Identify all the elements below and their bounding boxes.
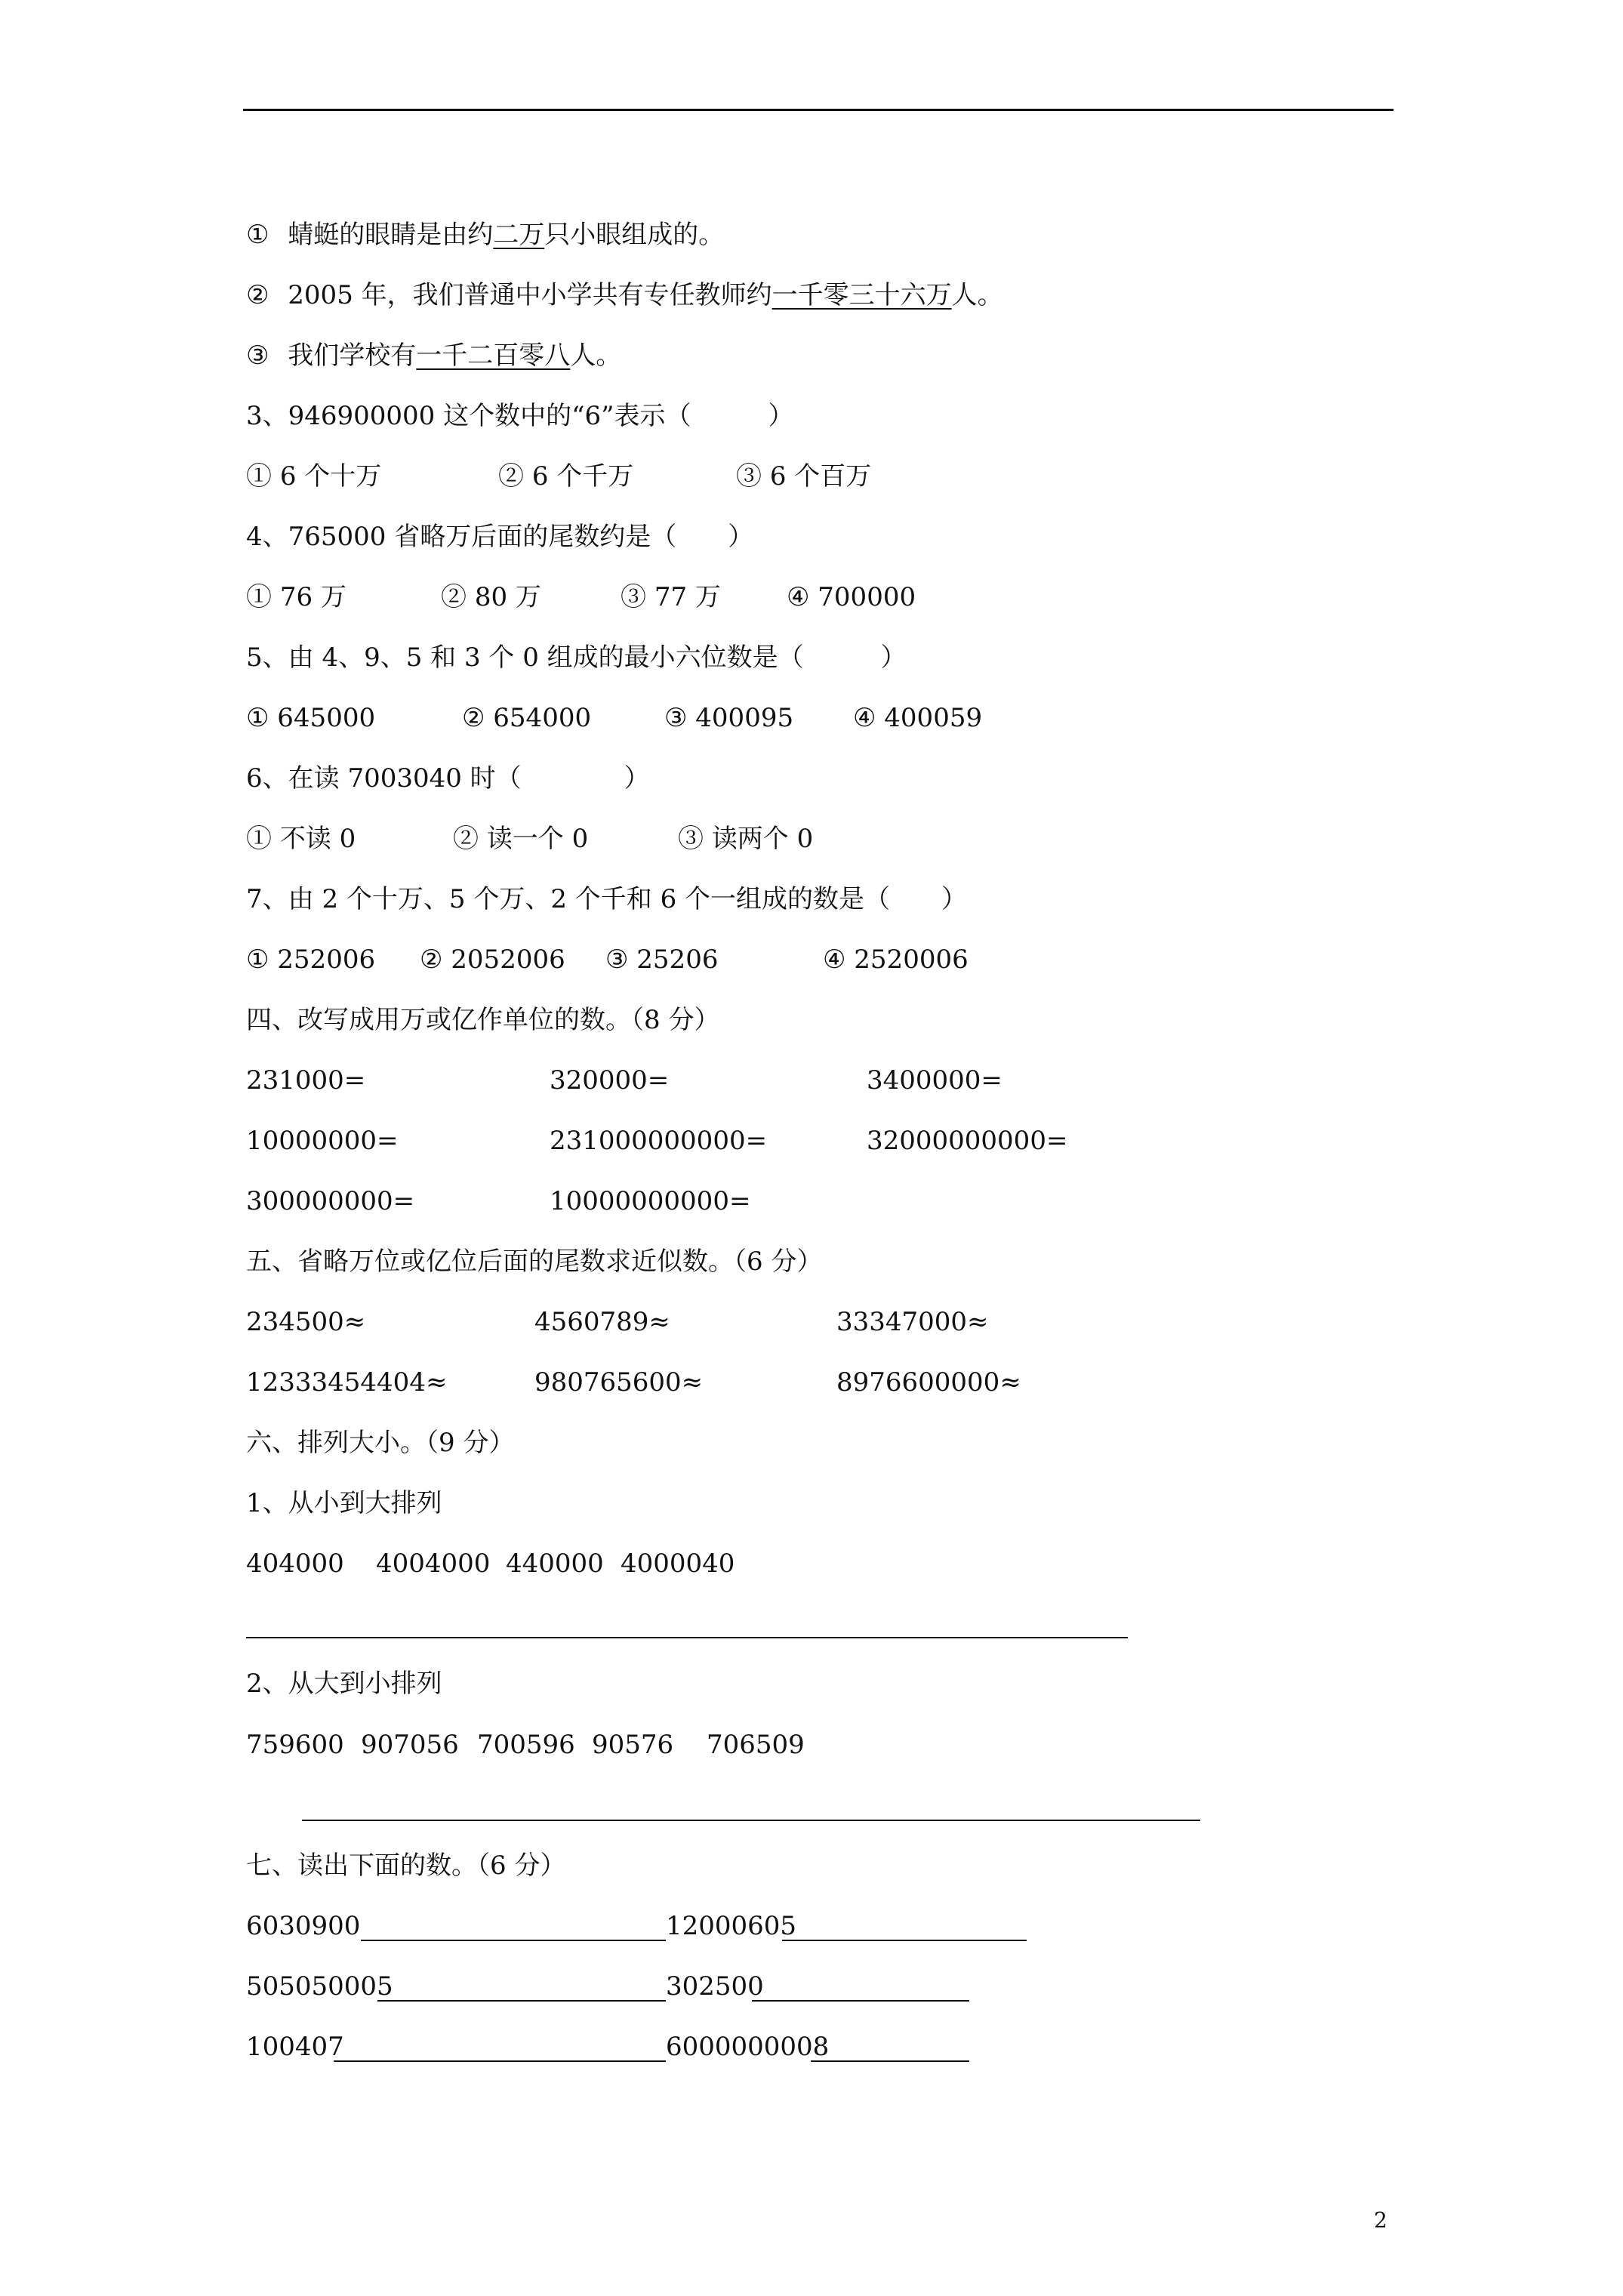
option-text: 6 个千万 xyxy=(531,461,634,492)
q5-option-1 xyxy=(246,703,375,733)
s5-cell: 980765600≈ xyxy=(534,1367,704,1398)
q3-option-2 xyxy=(498,461,633,492)
option-text: 读一个 0 xyxy=(486,824,589,854)
marker: ① xyxy=(246,945,269,975)
underlined-answer: 一千零三十六万 xyxy=(771,280,952,310)
s6-number: 4004000 xyxy=(376,1549,491,1579)
marker: ③ xyxy=(736,461,762,492)
marker: ① xyxy=(246,220,269,250)
answer-line[interactable] xyxy=(811,2060,969,2062)
answer-line[interactable] xyxy=(334,2060,666,2062)
option-text: 读两个 0 xyxy=(711,824,814,854)
item-text-pre: 蜻蜓的眼睛是由约 xyxy=(288,220,494,250)
option-text: 400059 xyxy=(884,703,983,733)
q3-option-1 xyxy=(246,461,381,492)
section-4-title: 四、改写成用万或亿作单位的数。（8 分） xyxy=(246,1005,720,1035)
item-text-pre: 2005 年，我们普通中小学共有专任教师约 xyxy=(288,280,772,310)
s6-number: 90576 xyxy=(592,1730,674,1760)
item-text-post: 只小眼组成的。 xyxy=(544,220,725,250)
q5-option-3 xyxy=(664,703,793,733)
option-text: 645000 xyxy=(277,703,376,733)
s5-cell: 12333454404≈ xyxy=(246,1367,448,1398)
q5-stem: 5、由 4、9、5 和 3 个 0 组成的最小六位数是（ ） xyxy=(246,643,907,673)
q7-option-4 xyxy=(823,945,969,975)
s4-cell: 32000000000= xyxy=(867,1126,1068,1156)
marker: ② xyxy=(453,824,479,854)
marker: ② xyxy=(498,461,524,492)
header-rule xyxy=(243,109,1394,111)
s6-number: 4000040 xyxy=(621,1549,735,1579)
marker: ④ xyxy=(823,945,846,975)
q3-stem: 3、946900000 这个数中的“6”表示（ ） xyxy=(246,401,794,431)
q6-option-2 xyxy=(453,824,588,854)
s5-cell: 33347000≈ xyxy=(836,1307,989,1337)
item-text-post: 人。 xyxy=(951,280,1003,310)
marker: ① xyxy=(246,703,269,733)
item-text-post: 人。 xyxy=(570,341,622,371)
answer-line[interactable] xyxy=(302,1820,1200,1821)
q7-stem: 7、由 2 个十万、5 个万、2 个千和 6 个一组成的数是（ ） xyxy=(246,884,968,914)
underlined-answer: 二万 xyxy=(493,220,545,250)
section-7-title: 七、读出下面的数。（6 分） xyxy=(246,1851,566,1881)
answer-line[interactable] xyxy=(752,2000,969,2002)
s4-cell: 300000000= xyxy=(246,1186,415,1216)
q6-stem: 6、在读 7003040 时（ ） xyxy=(246,763,650,794)
marker: ② xyxy=(246,280,269,310)
marker: ③ xyxy=(246,341,269,371)
q4-option-3 xyxy=(621,582,721,612)
marker: ③ xyxy=(621,582,646,612)
marker: ① xyxy=(246,824,272,854)
q2-item-3 xyxy=(246,341,621,371)
option-text: 80 万 xyxy=(474,582,541,612)
option-text: 25206 xyxy=(636,945,719,975)
s4-cell: 10000000000= xyxy=(550,1186,751,1216)
answer-line[interactable] xyxy=(377,2000,666,2002)
s7-number: 505050005 xyxy=(246,1971,393,2002)
answer-line[interactable] xyxy=(782,1940,1027,1941)
q7-option-3 xyxy=(605,945,718,975)
s4-cell: 231000= xyxy=(246,1065,366,1096)
q7-option-2 xyxy=(420,945,565,975)
q2-item-1 xyxy=(246,220,724,250)
option-text: 252006 xyxy=(277,945,376,975)
s6-number: 700596 xyxy=(477,1730,575,1760)
s4-cell: 3400000= xyxy=(867,1065,1002,1096)
s5-cell: 8976600000≈ xyxy=(836,1367,1021,1398)
marker: ④ xyxy=(853,703,876,733)
s6-subtitle-1: 1、从小到大排列 xyxy=(246,1488,442,1518)
q4-option-4 xyxy=(787,582,916,612)
answer-line[interactable] xyxy=(246,1637,1128,1638)
marker: ② xyxy=(441,582,467,612)
q2-item-2 xyxy=(246,280,1003,310)
item-text-pre: 我们学校有 xyxy=(288,341,417,371)
s6-subtitle-2: 2、从大到小排列 xyxy=(246,1669,442,1699)
option-text: 6 个十万 xyxy=(279,461,382,492)
s4-cell: 231000000000= xyxy=(550,1126,768,1156)
s5-cell: 4560789≈ xyxy=(534,1307,670,1337)
q6-option-1 xyxy=(246,824,356,854)
marker: ① xyxy=(246,461,272,492)
q7-option-1 xyxy=(246,945,375,975)
option-text: 2052006 xyxy=(451,945,565,975)
section-6-title: 六、排列大小。（9 分） xyxy=(246,1428,515,1458)
marker: ③ xyxy=(605,945,629,975)
section-5-title: 五、省略万位或亿位后面的尾数求近似数。（6 分） xyxy=(246,1247,823,1277)
q5-option-4 xyxy=(853,703,982,733)
s4-cell: 320000= xyxy=(550,1065,670,1096)
s6-number: 404000 xyxy=(246,1549,344,1579)
marker: ② xyxy=(462,703,485,733)
s7-number: 6030900 xyxy=(246,1911,361,1941)
option-text: 76 万 xyxy=(279,582,346,612)
option-text: 654000 xyxy=(493,703,592,733)
marker: ④ xyxy=(787,582,810,612)
s4-cell: 10000000= xyxy=(246,1126,399,1156)
marker: ③ xyxy=(664,703,688,733)
option-text: 不读 0 xyxy=(279,824,356,854)
marker: ③ xyxy=(678,824,704,854)
q4-option-1 xyxy=(246,582,346,612)
q4-option-2 xyxy=(441,582,541,612)
option-text: 400095 xyxy=(695,703,794,733)
s7-number: 6000000008 xyxy=(666,2032,830,2062)
s6-number: 907056 xyxy=(361,1730,459,1760)
option-text: 77 万 xyxy=(654,582,721,612)
s6-number: 759600 xyxy=(246,1730,344,1760)
answer-line[interactable] xyxy=(361,1940,666,1941)
option-text: 700000 xyxy=(818,582,916,612)
q4-stem: 4、765000 省略万后面的尾数约是（ ） xyxy=(246,522,754,552)
s7-number: 302500 xyxy=(666,1971,764,2002)
underlined-answer: 一千二百零八 xyxy=(416,341,571,371)
marker: ② xyxy=(420,945,443,975)
q5-option-2 xyxy=(462,703,591,733)
s5-cell: 234500≈ xyxy=(246,1307,366,1337)
page-number: 2 xyxy=(1374,2208,1387,2233)
marker: ① xyxy=(246,582,272,612)
s6-number: 440000 xyxy=(506,1549,604,1579)
s6-number: 706509 xyxy=(707,1730,805,1760)
option-text: 6 个百万 xyxy=(769,461,872,492)
s7-number: 100407 xyxy=(246,2032,344,2062)
s7-number: 12000605 xyxy=(666,1911,797,1941)
q6-option-3 xyxy=(678,824,813,854)
q3-option-3 xyxy=(736,461,871,492)
option-text: 2520006 xyxy=(854,945,969,975)
